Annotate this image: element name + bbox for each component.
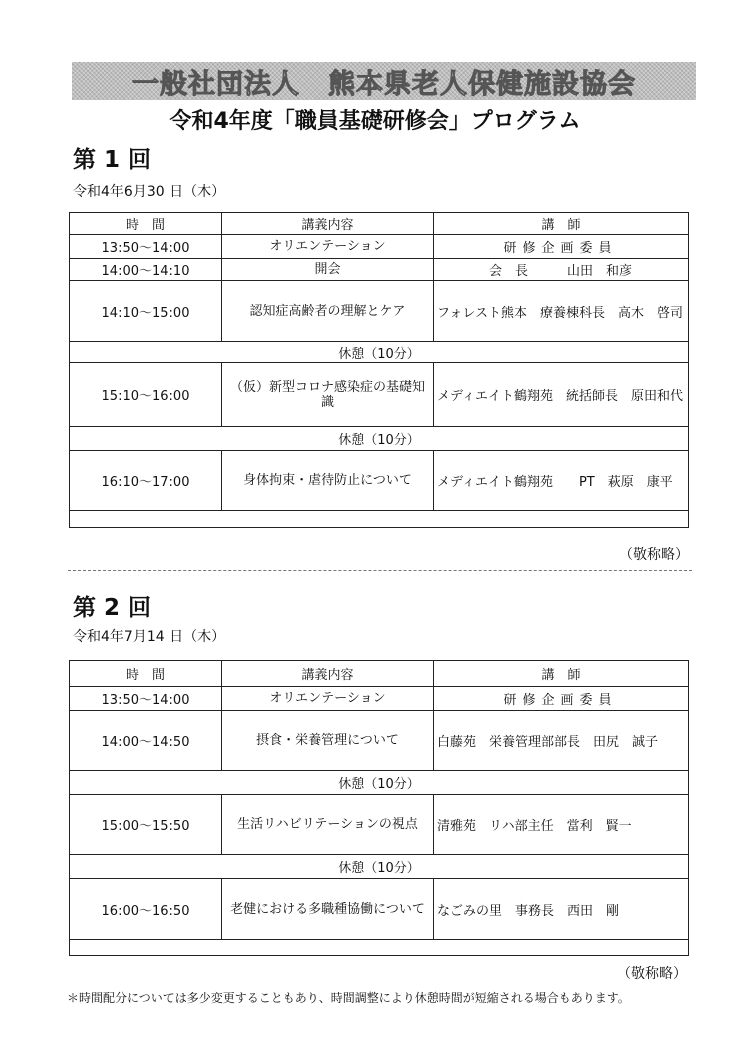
row-time: 14:10～15:00 [70, 281, 222, 342]
table-row [70, 259, 689, 281]
break-label: 休憩（10分） [70, 771, 689, 795]
row-time: 15:00～15:50 [70, 795, 222, 855]
row-topic: 認知症高齢者の理解とケア [222, 281, 434, 342]
session-1-title: 第 1 回 [73, 147, 152, 173]
organization-banner [72, 62, 696, 100]
row-topic: 開会 [222, 259, 434, 281]
row-lecturer: 研修企画委員 [434, 235, 689, 259]
header-lecturer: 講 師 [434, 661, 689, 687]
footnote: ＊時間配分については多少変更することもあり、時間調整により休憩時間が短縮される場合もあります。 [67, 991, 630, 1005]
document-title: 令和4年度「職員基礎研修会」プログラム [169, 109, 581, 134]
break-label: 休憩（10分） [70, 342, 689, 363]
row-lecturer: 清雅苑 リハ部主任 當利 賢一 [434, 795, 689, 855]
row-time: 16:00～16:50 [70, 879, 222, 940]
table-header-row [70, 213, 689, 235]
break-row [70, 855, 689, 879]
row-topic: （仮）新型コロナ感染症の基礎知識 [222, 363, 434, 427]
row-time: 13:50～14:00 [70, 235, 222, 259]
table-row [70, 879, 689, 940]
row-topic: 生活リハビリテーションの視点 [222, 795, 434, 855]
empty-cell [70, 511, 689, 528]
row-lecturer: 研修企画委員 [434, 687, 689, 711]
empty-cell [70, 940, 689, 956]
row-lecturer: メディエイト鶴翔苑 PT 萩原 康平 [434, 451, 689, 511]
break-label: 休憩（10分） [70, 855, 689, 879]
session-1-date: 令和4年6月30 日（木） [73, 184, 226, 200]
header-topic: 講義内容 [222, 661, 434, 687]
header-time: 時 間 [70, 661, 222, 687]
table-row [70, 687, 689, 711]
row-topic: オリエンテーション [222, 687, 434, 711]
row-topic: 摂食・栄養管理について [222, 711, 434, 771]
header-topic: 講義内容 [222, 213, 434, 235]
organization-name: 一般社団法人 熊本県老人保健施設協会 [132, 68, 636, 100]
header-time: 時 間 [70, 213, 222, 235]
session-1-honorific: （敬称略） [619, 547, 689, 563]
session-1-table [69, 212, 689, 528]
row-topic: 身体拘束・虐待防止について [222, 451, 434, 511]
table-row [70, 795, 689, 855]
row-time: 16:10～17:00 [70, 451, 222, 511]
row-lecturer: フォレスト熊本 療養棟科長 高木 啓司 [434, 281, 689, 342]
table-row [70, 235, 689, 259]
row-lecturer: 白藤苑 栄養管理部部長 田尻 誠子 [434, 711, 689, 771]
row-topic: オリエンテーション [222, 235, 434, 259]
table-row-empty [70, 511, 689, 528]
session-2-title: 第 2 回 [73, 595, 152, 621]
session-2-date: 令和4年7月14 日（木） [73, 629, 226, 645]
table-row-empty [70, 940, 689, 956]
row-time: 15:10～16:00 [70, 363, 222, 427]
break-label: 休憩（10分） [70, 427, 689, 451]
session-2-honorific: （敬称略） [617, 966, 687, 982]
table-header-row [70, 661, 689, 687]
row-time: 14:00～14:50 [70, 711, 222, 771]
table-row [70, 281, 689, 342]
table-row [70, 711, 689, 771]
row-topic: 老健における多職種協働について [222, 879, 434, 940]
header-lecturer: 講 師 [434, 213, 689, 235]
section-divider [68, 570, 692, 571]
row-time: 14:00～14:10 [70, 259, 222, 281]
row-lecturer: 会 長 山田 和彦 [434, 259, 689, 281]
table-row [70, 363, 689, 427]
row-time: 13:50～14:00 [70, 687, 222, 711]
break-row [70, 771, 689, 795]
session-2-table [69, 660, 689, 956]
break-row [70, 342, 689, 363]
row-lecturer: メディエイト鶴翔苑 統括師長 原田和代 [434, 363, 689, 427]
row-lecturer: なごみの里 事務長 西田 剛 [434, 879, 689, 940]
break-row [70, 427, 689, 451]
table-row [70, 451, 689, 511]
